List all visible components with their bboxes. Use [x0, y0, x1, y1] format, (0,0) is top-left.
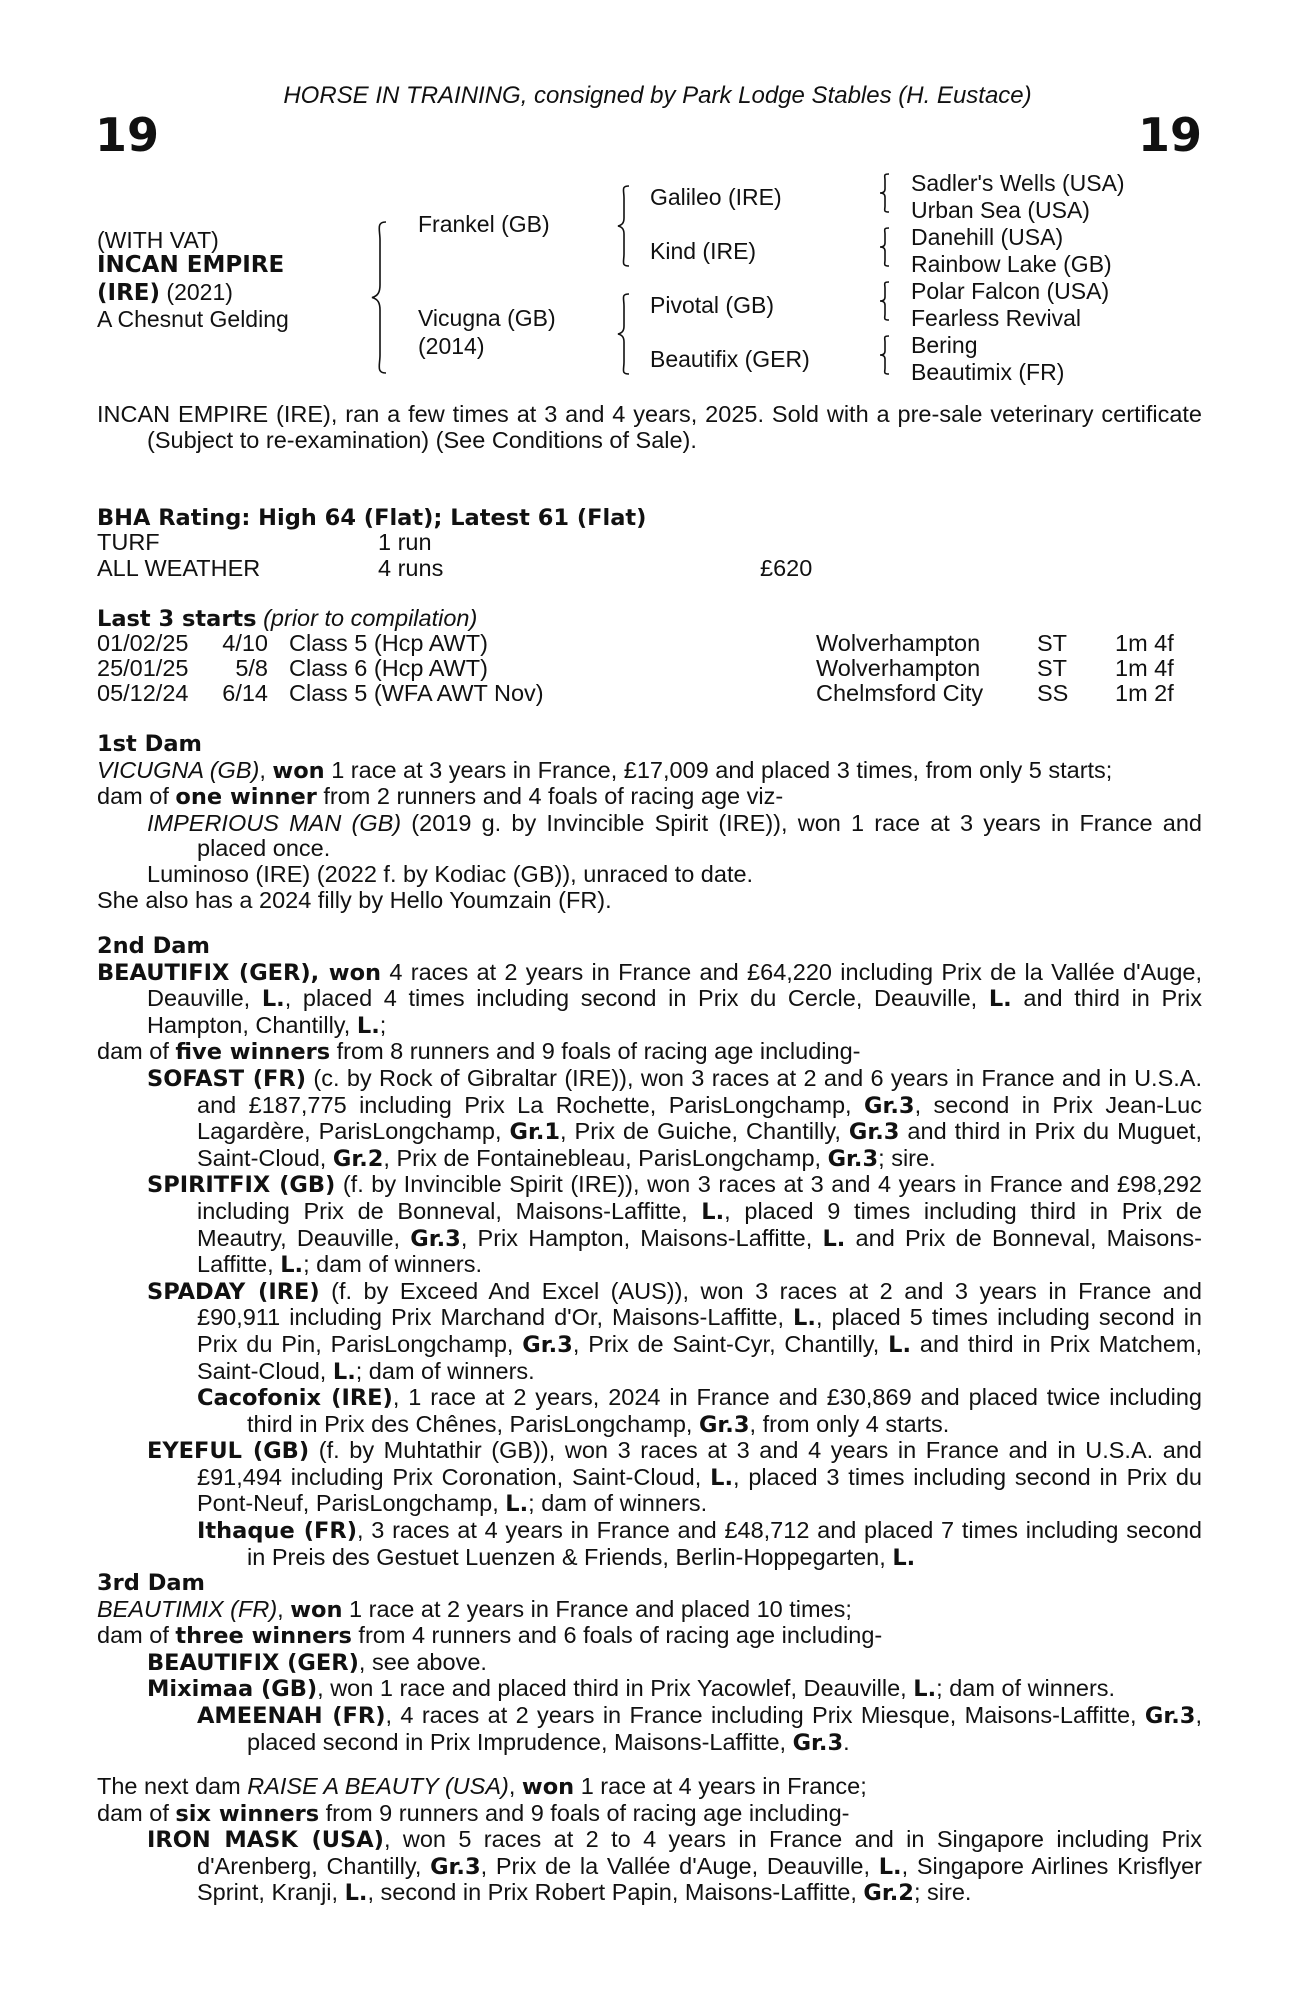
spaday-name: SPADAY (IRE) — [147, 1278, 320, 1305]
start-going-0: ST — [1037, 630, 1068, 656]
dam1-progeny-2: Luminoso (IRE) (2022 f. by Kodiac (GB)), unraced to date. — [147, 860, 754, 887]
listed-mark: L. — [332, 1358, 356, 1385]
listed-mark: L. — [505, 1491, 529, 1518]
beautifix-name: BEAUTIFIX (GER) — [147, 1649, 359, 1676]
sofast-t6: ; sire. — [878, 1144, 936, 1171]
dam3-text1: 1 race at 2 years in France and placed 10 times; — [342, 1595, 852, 1622]
start-date-2: 05/12/24 — [97, 680, 189, 706]
pedigree-dam: Vicugna (GB) — [418, 305, 556, 331]
dam3-heading: 3rd Dam — [97, 1570, 205, 1596]
sofast-t4: and third in Prix du Muguet, Saint-Cloud, — [197, 1118, 1202, 1171]
dam2-text2: , placed 4 times including second in Prix du Cercle, Deauville, — [284, 985, 989, 1012]
group-mark: Gr.3 — [430, 1853, 481, 1880]
dam3-damof-b: three winners — [175, 1623, 352, 1650]
ithaque-t1: , 3 races at 4 years in France and £48,712 and placed 7 times including second in Preis des Gestuet Luenzen & Friends, Berlin-Hoppegarten, — [247, 1517, 1202, 1570]
group-mark: Gr.1 — [509, 1119, 561, 1146]
pedigree-g3-1: Urban Sea (USA) — [911, 197, 1090, 223]
horse-name: INCAN EMPIRE — [97, 252, 285, 278]
progeny-spiritfix — [97, 1172, 1202, 1278]
start-pos-0: 4/10 — [222, 630, 268, 656]
start-course-0: Wolverhampton — [816, 630, 981, 656]
dam1-damof-b: one winner — [175, 784, 317, 811]
pedigree-brace-g2 — [878, 226, 892, 268]
start-course-1: Wolverhampton — [816, 655, 981, 681]
dam1-progeny-3: She also has a 2024 filly by Hello Youmzain (FR). — [97, 886, 612, 913]
listed-mark: L. — [878, 1853, 902, 1880]
eyeful-t3: ; dam of winners. — [528, 1490, 708, 1517]
pedigree-g3-0: Sadler's Wells (USA) — [911, 170, 1125, 196]
dam1-won: won — [272, 757, 325, 784]
progeny-miximaa — [97, 1676, 1202, 1703]
dam2-damof-a: dam of — [97, 1038, 176, 1065]
next-dam-section — [97, 1774, 1202, 1907]
dam3-line: BEAUTIMIX (FR), won 1 race at 2 years in France and placed 10 times; — [97, 1595, 852, 1623]
beautifix-text: , see above. — [358, 1648, 487, 1675]
listed-mark: L. — [913, 1676, 937, 1703]
dam1-section — [97, 732, 1202, 913]
horse-year: (2021) — [160, 279, 233, 305]
pedigree-brace-sire — [616, 184, 632, 268]
eyeful-name: EYEFUL (GB) — [147, 1438, 310, 1465]
dam1-damof-c: from 2 runners and 4 foals of racing age viz- — [316, 783, 784, 810]
spiritfix-t2: , placed 9 times including third in Prix de Meautry, Deauville, — [197, 1197, 1202, 1251]
pedigree-g3-6: Bering — [911, 332, 978, 358]
dam1-heading: 1st Dam — [97, 731, 202, 757]
next-dam-damof — [97, 1801, 1202, 1828]
dam1-damof-a: dam of — [97, 783, 176, 810]
dam2-damof-c: from 8 runners and 9 foals of racing age including- — [330, 1038, 861, 1065]
progeny-ithaque — [97, 1518, 1202, 1571]
dam2-name: BEAUTIFIX (GER) — [97, 959, 311, 986]
cacofonix-name: Cacofonix (IRE) — [197, 1385, 393, 1412]
start-pos-1: 5/8 — [235, 655, 268, 681]
dam1-damof — [97, 784, 1202, 811]
spiritfix-t4: and Prix de Bonneval, Maisons-Laffitte, — [197, 1224, 1202, 1278]
miximaa-t2: ; dam of winners. — [936, 1675, 1116, 1702]
spiritfix-t3: , Prix Hampton, Maisons-Laffitte, — [460, 1224, 823, 1251]
start-date-0: 01/02/25 — [97, 630, 189, 656]
dam2-heading: 2nd Dam — [97, 933, 210, 959]
progeny-ameenah — [97, 1703, 1202, 1756]
progeny-spaday — [97, 1279, 1202, 1385]
pedigree-dam-year: (2014) — [418, 333, 485, 359]
dam1-p1-name: IMPERIOUS MAN (GB) — [147, 809, 402, 836]
dam3-damof-c: from 4 runners and 6 foals of racing age including- — [351, 1622, 883, 1649]
dam2-text4: ; — [379, 1011, 387, 1038]
iron-mask-name: IRON MASK (USA) — [147, 1827, 384, 1854]
dam2-section — [97, 934, 1202, 1571]
listed-mark: L. — [344, 1880, 368, 1907]
pedigree-brace-dam — [616, 292, 632, 376]
miximaa-t1: , won 1 race and placed third in Prix Yacowlef, Deauville, — [317, 1675, 914, 1702]
group-mark: Gr.3 — [1144, 1702, 1196, 1729]
listed-mark: L. — [988, 986, 1012, 1013]
dam1-name: VICUGNA (GB) — [97, 756, 260, 783]
spaday-t2: , placed 5 times including second in Prix du Pin, ParisLongchamp, — [197, 1304, 1202, 1357]
spaday-t3: , Prix de Saint-Cyr, Chantilly, — [572, 1330, 889, 1357]
eyeful-t2: , placed 3 times including second in Prix du Pont-Neuf, ParisLongchamp, — [197, 1463, 1203, 1517]
dam1-progeny-1 — [97, 811, 1202, 862]
cacofonix-t2: , from only 4 starts. — [749, 1410, 950, 1437]
start-date-1: 25/01/25 — [97, 655, 189, 681]
ameenah-t1: , 4 races at 2 years in France including Prix Miesque, Maisons-Laffitte, — [385, 1701, 1145, 1728]
dam2-damof — [97, 1039, 1202, 1066]
start-dist-0: 1m 4f — [1115, 630, 1174, 656]
group-mark: Gr.3 — [864, 1092, 915, 1119]
last-starts-note: (prior to compilation) — [256, 605, 478, 631]
horse-vat: (WITH VAT) — [97, 227, 219, 253]
start-dist-2: 1m 2f — [1115, 680, 1174, 706]
last-starts-heading — [97, 606, 477, 633]
progeny-beautifix — [97, 1650, 1202, 1677]
listed-mark: L. — [892, 1544, 916, 1571]
next-dam-name: RAISE A BEAUTY (USA) — [247, 1773, 509, 1799]
dam1-text1: 1 race at 3 years in France, £17,009 and placed 3 times, from only 5 starts; — [324, 756, 1113, 783]
next-dam-lead: The next dam — [97, 1773, 248, 1799]
pedigree-g3-4: Polar Falcon (USA) — [911, 278, 1110, 304]
dam2-won: , won — [310, 959, 382, 986]
dam1-p1-text: (2019 g. by Invincible Spirit (IRE)), won 1 race at 3 years in France and placed once. — [197, 809, 1202, 862]
dam2-record — [97, 960, 1202, 1040]
dam3-section — [97, 1571, 1202, 1756]
rating-surface-0: TURF — [97, 529, 160, 555]
summary-block — [97, 402, 1202, 453]
dam2-damof-b: five winners — [175, 1039, 331, 1066]
group-mark: Gr.2 — [332, 1145, 384, 1172]
iron-mask-t2: , Prix de la Vallée d'Auge, Deauville, — [480, 1852, 879, 1879]
next-dam-text1: 1 race at 4 years in France; — [574, 1773, 867, 1799]
sofast-t5: , Prix de Fontainebleau, ParisLongchamp, — [383, 1144, 828, 1171]
pedigree-brace-g4 — [878, 334, 892, 376]
pedigree-sire: Frankel (GB) — [418, 211, 550, 237]
next-dam-damof-b: six winners — [175, 1800, 320, 1827]
pedigree-g2-3: Beautifix (GER) — [650, 346, 810, 372]
pedigree-g3-2: Danehill (USA) — [911, 224, 1064, 250]
pedigree-brace-main — [370, 220, 390, 375]
spiritfix-name: SPIRITFIX (GB) — [147, 1172, 336, 1199]
iron-mask-t1: , won 5 races at 2 to 4 years in France and in Singapore including Prix d'Arenberg, Chantilly, — [197, 1826, 1202, 1879]
group-mark: Gr.3 — [410, 1225, 461, 1252]
iron-mask-t4: , second in Prix Robert Papin, Maisons-Laffitte, — [367, 1879, 864, 1906]
iron-mask-t3: , Singapore Airlines Krisflyer Sprint, Kranji, — [197, 1852, 1202, 1906]
next-dam-won: won — [521, 1774, 575, 1800]
spaday-t1: (f. by Exceed And Excel (AUS)), won 3 races at 2 and 3 years in France and £90,911 including Prix Marchand d'Or, Maisons-Laffitte, — [197, 1277, 1202, 1331]
horse-origin — [97, 279, 233, 307]
sofast-t1: (c. by Rock of Gibraltar (IRE)), won 3 races at 2 and 6 years in France and in U.S.A. and £187,775 including Prix La Rochette, ParisLongchamp, — [197, 1064, 1202, 1118]
dam3-damof-a: dam of — [97, 1622, 176, 1649]
pedigree-g3-7: Beautimix (FR) — [911, 359, 1065, 385]
rating-surface-1: ALL WEATHER — [97, 555, 261, 581]
progeny-eyeful — [97, 1438, 1202, 1518]
iron-mask-t5: ; sire. — [913, 1879, 972, 1906]
dam3-name: BEAUTIMIX (FR) — [97, 1595, 278, 1622]
dam2-text3: and third in Prix Hampton, Chantilly, — [147, 985, 1202, 1038]
ameenah-t2: , placed second in Prix Imprudence, Maisons-Laffitte, — [247, 1701, 1202, 1755]
start-class-0: Class 5 (Hcp AWT) — [289, 630, 488, 656]
next-dam-damof-c: from 9 runners and 9 foals of racing age including- — [319, 1799, 850, 1826]
dam1-line: VICUGNA (GB), won 1 race at 3 years in France, £17,009 and placed 3 times, from only 5 starts; — [97, 756, 1113, 784]
rating-prize-1: £620 — [760, 555, 813, 581]
pedigree-g3-5: Fearless Revival — [911, 305, 1081, 331]
lot-number-right: 19 — [1137, 108, 1202, 162]
listed-mark: L. — [261, 986, 285, 1013]
ithaque-name: Ithaque (FR) — [197, 1518, 358, 1545]
ameenah-t3: . — [843, 1728, 850, 1755]
listed-mark: L. — [701, 1198, 725, 1225]
miximaa-name: Miximaa (GB) — [147, 1676, 318, 1703]
next-dam-damof-a: dam of — [97, 1799, 176, 1826]
pedigree-g3-3: Rainbow Lake (GB) — [911, 251, 1112, 277]
start-going-2: SS — [1037, 680, 1069, 706]
spaday-t5: ; dam of winners. — [355, 1357, 535, 1384]
group-mark: Gr.3 — [827, 1145, 879, 1172]
progeny-cacofonix — [97, 1385, 1202, 1438]
ameenah-name: AMEENAH (FR) — [197, 1702, 386, 1729]
horse-country: (IRE) — [97, 280, 161, 306]
start-dist-1: 1m 4f — [1115, 655, 1174, 681]
rating-runs-0: 1 run — [378, 529, 432, 555]
group-mark: Gr.3 — [698, 1411, 750, 1438]
progeny-iron-mask — [97, 1827, 1202, 1907]
horse-description: A Chesnut Gelding — [97, 306, 289, 332]
spiritfix-t5: ; dam of winners. — [303, 1251, 483, 1278]
sofast-name: SOFAST (FR) — [147, 1065, 307, 1092]
start-class-1: Class 6 (Hcp AWT) — [289, 655, 488, 681]
dam2-text1: 4 races at 2 years in France and £64,220 including Prix de la Vallée d'Auge, Deauville, — [147, 958, 1202, 1012]
sofast-t2: , second in Prix Jean-Luc Lagardère, ParisLongchamp, — [197, 1091, 1202, 1145]
next-dam-line: The next dam RAISE A BEAUTY (USA), won 1 race at 4 years in France; — [97, 1773, 867, 1800]
listed-mark: L. — [793, 1305, 816, 1332]
summary-text: INCAN EMPIRE (IRE), ran a few times at 3 and 4 years, 2025. Sold with a pre-sale veterinary certificate (Subject to re-examination) (See Conditions of Sale). — [97, 401, 1202, 453]
pedigree-g2-2: Pivotal (GB) — [650, 292, 774, 318]
eyeful-t1: (f. by Muhtathir (GB)), won 3 races at 3 and 4 years in France and in U.S.A. and £91,494 including Prix Coronation, Saint-Cloud, — [197, 1437, 1202, 1490]
start-going-1: ST — [1037, 655, 1068, 681]
listed-mark: L. — [280, 1252, 304, 1279]
listed-mark: L. — [710, 1464, 733, 1491]
spaday-t4: and third in Prix Matchem, Saint-Cloud, — [197, 1330, 1203, 1384]
start-class-2: Class 5 (WFA AWT Nov) — [289, 680, 544, 706]
listed-mark: L. — [356, 1012, 380, 1039]
dam3-won: won — [290, 1596, 343, 1623]
pedigree-g2-0: Galileo (IRE) — [650, 184, 782, 210]
last-starts-title: Last 3 starts — [97, 606, 257, 632]
rating-title: BHA Rating: High 64 (Flat); Latest 61 (Flat) — [97, 505, 647, 531]
start-course-2: Chelmsford City — [816, 680, 984, 706]
listed-mark: L. — [888, 1331, 912, 1358]
group-mark: Gr.2 — [863, 1880, 914, 1907]
pedigree-brace-g3 — [878, 280, 892, 322]
group-mark: Gr.3 — [848, 1119, 900, 1146]
pedigree-brace-g1 — [878, 172, 892, 214]
rating-runs-1: 4 runs — [378, 555, 444, 581]
page-header: HORSE IN TRAINING, consigned by Park Lodge Stables (H. Eustace) — [283, 82, 1032, 109]
cacofonix-t1: , 1 race at 2 years, 2024 in France and £30,869 and placed twice including third in Prix des Chênes, ParisLongchamp, — [247, 1384, 1202, 1437]
group-mark: Gr.3 — [792, 1729, 844, 1756]
progeny-sofast — [97, 1066, 1202, 1172]
spiritfix-t1: (f. by Invincible Spirit (IRE)), won 3 races at 3 and 4 years in France and £98,292 including Prix de Bonneval, Maisons-Laffitte, — [197, 1171, 1203, 1224]
dam3-damof — [97, 1623, 1202, 1650]
group-mark: Gr.3 — [522, 1331, 573, 1358]
sofast-t3: , Prix de Guiche, Chantilly, — [560, 1118, 849, 1145]
start-pos-2: 6/14 — [222, 680, 268, 706]
lot-number-left: 19 — [95, 108, 160, 162]
pedigree-g2-1: Kind (IRE) — [650, 238, 757, 264]
listed-mark: L. — [822, 1225, 846, 1252]
